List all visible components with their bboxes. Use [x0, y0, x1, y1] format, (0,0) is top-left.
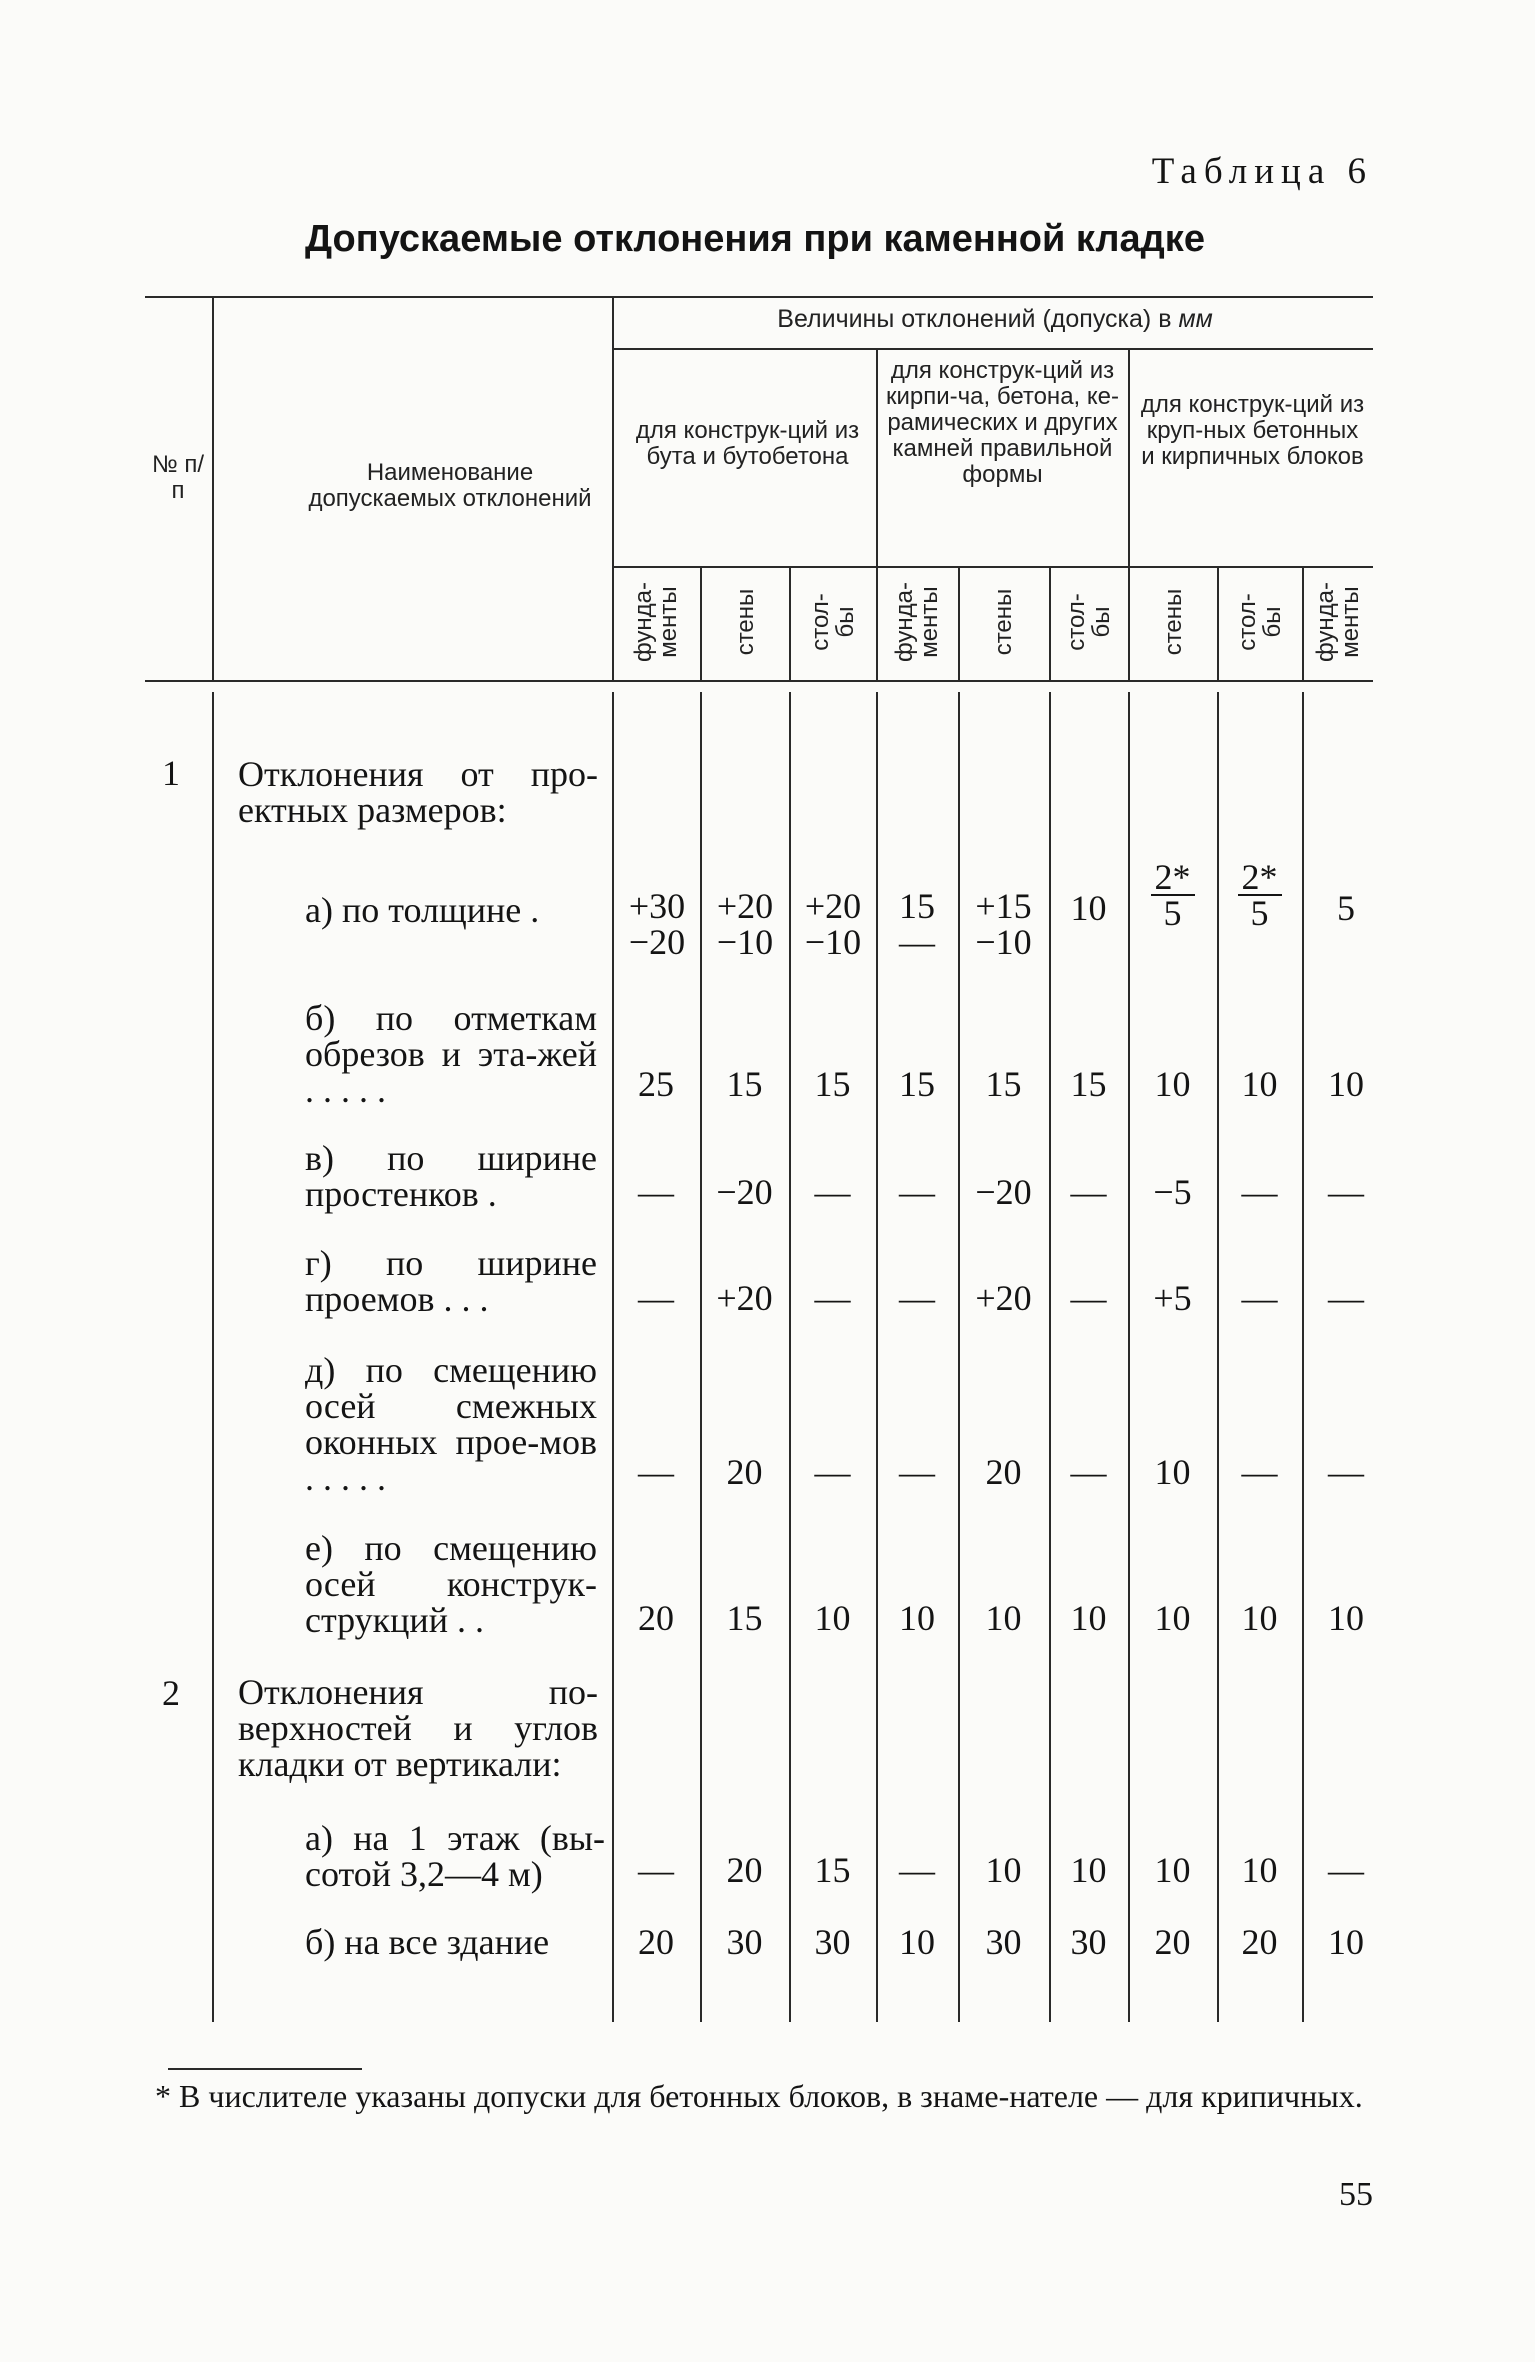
- sub-divider: [1302, 566, 1304, 680]
- row-a-upper: +15: [975, 886, 1032, 926]
- row-a-upper: +20: [716, 886, 774, 926]
- row-e-name: е) по смещению осей конструк-струкций . .: [305, 1528, 597, 1640]
- table-cell: 20: [1241, 1922, 1278, 1962]
- row-number-1: 1: [162, 753, 180, 793]
- table-cell: 30: [985, 1922, 1022, 1962]
- fraction-numerator: 2*: [1151, 860, 1195, 896]
- table-cell: —: [814, 1452, 851, 1492]
- table-cell: —: [638, 1850, 674, 1890]
- row-a-cell: [1217, 857, 1302, 933]
- header-group-3: для конструк-ций из круп-ных бетонных и кирпичных блоков: [1140, 391, 1365, 470]
- table-cell: —: [1328, 1850, 1364, 1890]
- row-d-values: [612, 1454, 1390, 1494]
- row-a-cell: [789, 888, 877, 960]
- row-2a-name: а) на 1 этаж (вы-сотой 3,2—4 м): [305, 1818, 605, 1894]
- table-cell: 20: [638, 1922, 674, 1962]
- table-cell: 10: [1241, 1850, 1278, 1890]
- table-cell: 10: [1154, 1598, 1191, 1638]
- table-number-label: Таблица 6: [1151, 151, 1373, 192]
- values-title-rule: [614, 348, 1373, 350]
- row-a-lower: −10: [804, 922, 862, 962]
- body-divider-num: [212, 692, 214, 2022]
- table-cell: —: [638, 1278, 674, 1318]
- values-title-unit: мм: [1178, 305, 1213, 333]
- header-num: № п/п: [151, 451, 205, 504]
- table-cell: —: [638, 1452, 674, 1492]
- row-2b-values: [612, 1924, 1390, 1964]
- table-top-rule: [145, 296, 1373, 298]
- table-cell: —: [1328, 1452, 1364, 1492]
- table-cell: —: [1328, 1172, 1364, 1212]
- table-cell: 15: [814, 1850, 851, 1890]
- fraction: [1238, 857, 1282, 933]
- header-values-title: [620, 306, 1370, 332]
- table-cell: 10: [1154, 1850, 1191, 1890]
- table-cell: —: [814, 1278, 851, 1318]
- group-divider-1: [876, 350, 878, 680]
- table-cell: —: [899, 1850, 935, 1890]
- table-cell: 25: [638, 1064, 674, 1104]
- table-cell: 10: [899, 1922, 935, 1962]
- row-a-lower: −10: [716, 922, 774, 962]
- table-cell: —: [1070, 1452, 1107, 1492]
- header-group-2: для конструк-ций из кирпи-ча, бетона, ке-рамических и других камней правильной формы: [886, 357, 1119, 488]
- row-a-lower: −20: [628, 922, 686, 962]
- subcol-header: стены: [731, 588, 759, 656]
- row-b-name: б) по отметкам обрезов и эта-жей . . . . .: [305, 998, 597, 1110]
- header-bottom-rule: [145, 680, 1373, 682]
- table-cell: 15: [985, 1064, 1022, 1104]
- table-cell: 20: [985, 1452, 1022, 1492]
- table-cell: +20: [975, 1278, 1032, 1318]
- subcol-header: стол- бы: [807, 593, 859, 651]
- sub-divider: [1049, 566, 1051, 680]
- table-cell: 20: [638, 1598, 674, 1638]
- row-d-name: д) по смещению осей смежных оконных прое-мов . . . . .: [305, 1350, 597, 1498]
- table-cell: 10: [899, 1598, 935, 1638]
- table-cell: 20: [1154, 1922, 1191, 1962]
- fraction-denominator: 5: [1250, 893, 1269, 933]
- table-cell: 30: [726, 1922, 763, 1962]
- table-cell: —: [1241, 1172, 1278, 1212]
- row-g-name: г) по ширине проемов . . .: [305, 1243, 597, 1319]
- fraction-denominator: 5: [1163, 893, 1182, 933]
- row-g-values: [612, 1280, 1390, 1320]
- row-b-values: [612, 1066, 1390, 1106]
- table-cell: +20: [716, 1278, 773, 1318]
- table-cell: —: [899, 1278, 935, 1318]
- header-name: Наименование допускаемых отклонений: [308, 459, 592, 512]
- sub-divider: [789, 566, 791, 680]
- row-a-cell: 10: [1070, 888, 1107, 928]
- table-cell: 20: [726, 1452, 763, 1492]
- subcol-header: фунда- менты: [1312, 581, 1364, 663]
- table-cell: +5: [1153, 1278, 1192, 1318]
- row-number-2: 2: [162, 1673, 180, 1713]
- subcol-header: стол- бы: [1063, 593, 1115, 651]
- subcol-header: стены: [1159, 588, 1187, 656]
- row-a-upper: 15: [899, 886, 935, 926]
- table-cell: −5: [1153, 1172, 1192, 1212]
- table-title: Допускаемые отклонения при каменной кладке: [305, 218, 1205, 260]
- table-cell: 10: [1241, 1064, 1278, 1104]
- table-cell: 10: [985, 1598, 1022, 1638]
- sub-divider: [958, 566, 960, 680]
- table-cell: 10: [1154, 1452, 1191, 1492]
- table-cell: 10: [1154, 1064, 1191, 1104]
- table-cell: 15: [1070, 1064, 1107, 1104]
- row-a-lower: −10: [975, 922, 1032, 962]
- table-cell: 15: [726, 1598, 763, 1638]
- table-cell: 10: [1070, 1850, 1107, 1890]
- table-cell: 10: [1328, 1922, 1364, 1962]
- table-cell: —: [1241, 1452, 1278, 1492]
- table-cell: 15: [726, 1064, 763, 1104]
- table-cell: −20: [716, 1172, 773, 1212]
- subcol-header: стены: [989, 588, 1017, 656]
- footnote-rule: [168, 2068, 362, 2070]
- table-cell: 10: [1328, 1064, 1364, 1104]
- table-cell: 10: [1070, 1598, 1107, 1638]
- row-a-cell: [958, 888, 1049, 960]
- table-cell: —: [899, 1452, 935, 1492]
- row-v-values: [612, 1174, 1390, 1214]
- row-1-title: Отклонения от про-ектных размеров:: [238, 754, 598, 830]
- table-cell: 30: [814, 1922, 851, 1962]
- table-cell: —: [1241, 1278, 1278, 1318]
- row-a-cell: [612, 888, 702, 960]
- subcol-header: фунда- менты: [891, 581, 943, 663]
- row-2-title: Отклонения по-верхностей и углов кладки от вертикали:: [238, 1672, 598, 1784]
- table-cell: 15: [814, 1064, 851, 1104]
- table-cell: 20: [726, 1850, 763, 1890]
- fraction-numerator: 2*: [1238, 860, 1282, 896]
- sub-divider: [1217, 566, 1219, 680]
- table-cell: —: [638, 1172, 674, 1212]
- row-2b-name: б) на все здание: [305, 1922, 550, 1962]
- row-a-name: а) по толщине .: [305, 890, 540, 930]
- table-cell: —: [1070, 1278, 1107, 1318]
- values-title-text: Величины отклонений (допуска) в: [777, 305, 1172, 333]
- table-cell: 10: [985, 1850, 1022, 1890]
- header-group-1: для конструк-ций из бута и бутобетона: [635, 417, 860, 470]
- table-cell: 30: [1070, 1922, 1107, 1962]
- row-v-name: в) по ширине простенков .: [305, 1138, 597, 1214]
- row-2a-values: [612, 1852, 1390, 1892]
- row-a-cell: [700, 888, 790, 960]
- col-divider-num: [212, 296, 214, 680]
- sub-divider: [700, 566, 702, 680]
- subcol-header: фунда- менты: [630, 581, 682, 663]
- table-cell: 15: [899, 1064, 935, 1104]
- row-a-cell: [1128, 857, 1217, 933]
- fraction: [1151, 857, 1195, 933]
- subcol-header: стол- бы: [1234, 593, 1286, 651]
- col-divider-name: [612, 296, 614, 680]
- table-cell: —: [1070, 1172, 1107, 1212]
- footnote: * В числителе указаны допуски для бетонных блоков, в знаме-нателе — для крипичных.: [155, 2078, 1363, 2114]
- page-number: 55: [1339, 2176, 1373, 2213]
- table-cell: —: [814, 1172, 851, 1212]
- table-cell: 10: [1241, 1598, 1278, 1638]
- row-a-cell: [876, 888, 958, 960]
- table-cell: —: [899, 1172, 935, 1212]
- table-cell: —: [1328, 1278, 1364, 1318]
- row-e-values: [612, 1600, 1390, 1640]
- group-divider-2: [1128, 350, 1130, 680]
- row-a-cell: 5: [1337, 888, 1355, 928]
- row-a-upper: +30: [628, 886, 686, 926]
- row-a-upper: +20: [804, 886, 862, 926]
- table-cell: 10: [814, 1598, 851, 1638]
- table-cell: −20: [975, 1172, 1032, 1212]
- table-cell: 10: [1328, 1598, 1364, 1638]
- row-a-lower: —: [899, 922, 935, 962]
